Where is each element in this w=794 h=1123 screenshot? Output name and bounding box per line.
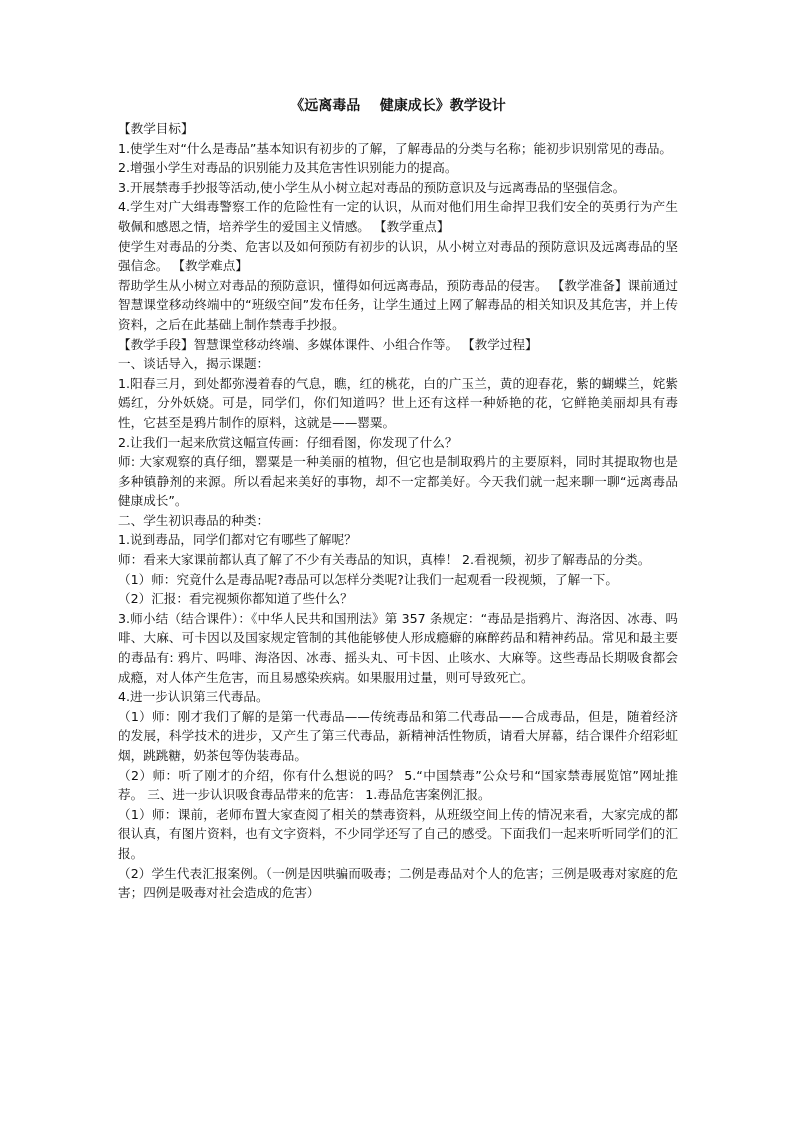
- objective-3: 3.开展禁毒手抄报等活动,使小学生从小树立起对毒品的预防意识及与远离毒品的坚强信念。: [118, 179, 626, 195]
- section-1-item-1: 1.阳春三月，到处都弥漫着春的气息，瞧，红的桃花，白的广玉兰，黄的迎春花，紫的蝴蝶兰，姹紫嫣红，分外妖娆。可是，同学们，你们知道吗？世上还有这样一种娇艳的花，它鲜艳美丽却具有毒性，它甚至是鸦片制作的原料，这就是——罂粟。: [118, 375, 678, 430]
- document-title: 《远离毒品 健康成长》教学设计: [290, 98, 506, 114]
- teacher-remark-1: 师: 大家观察的真仔细，罂粟是一种美丽的植物，但它也是制取鸦片的主要原料，同时其提取物也是多种镇静剂的来源。所以看起来美好的事物，却不一定都美好。今天我们就一起来聊一聊“远离毒品 健康成长”。: [118, 454, 678, 509]
- difficulties-and-preparation: 帮助学生从小树立对毒品的预防意识，懂得如何远离毒品，预防毒品的侵害。 【教学准备】课前通过智慧课堂移动终端中的“班级空间”发布任务，让学生通过上网了解毒品的相关知识及其危害，并上传资料，之后在此基础上制作禁毒手抄报。: [118, 277, 678, 332]
- section-2-item-4: 4.进一步认识第三代毒品。: [118, 689, 269, 705]
- section-heading-objectives: 【教学目标】: [118, 121, 194, 136]
- sub-item-video-2: （2）汇报：看完视频你都知道了些什么？: [118, 591, 353, 607]
- document-body: [118, 119, 678, 903]
- sub-item-cases-1: （1）师：课前，老师布置大家查阅了相关的禁毒资料，从班级空间上传的情况来看，大家完成的都很认真，有图片资料，也有文字资料，不少同学还写了自己的感受。下面我们一起来听听同学们的汇报。: [118, 806, 678, 861]
- objective-1: 1.使学生对“什么是毒品”基本知识有初步的了解，了解毒品的分类与名称；能初步识别常见的毒品。: [118, 140, 673, 156]
- sub-item-third-gen-1: （1）师：刚才我们了解的是第一代毒品——传统毒品和第二代毒品——合成毒品，但是，随着经济的发展，科学技术的进步，又产生了第三代毒品，新精神活性物质，请看大屏幕，结合课件介绍彩虹烟，跳跳糖，奶茶包等伪装毒品。: [118, 708, 678, 763]
- section-1-heading: 一、谈话导入，揭示课题：: [118, 356, 270, 372]
- teaching-means: 【教学手段】智慧课堂移动终端、多媒体课件、小组合作等。 【教学过程】: [118, 336, 538, 352]
- section-2-heading: 二、学生初识毒品的种类：: [118, 512, 270, 528]
- objective-2: 2.增强小学生对毒品的识别能力及其危害性识别能力的提高。: [118, 160, 458, 176]
- teacher-remark-2: 师：看来大家课前都认真了解了不少有关毒品的知识，真棒！ 2.看视频，初步了解毒品的分类。: [118, 552, 651, 568]
- document-page: [118, 96, 678, 903]
- objective-4: 4.学生对广大缉毒警察工作的危险性有一定的认识，从而对他们用生命捍卫我们安全的英勇行为产生敬佩和感恩之情，培养学生的爱国主义情感。 【教学重点】: [118, 199, 678, 234]
- sub-item-video-1: （1）师：究竟什么是毒品呢?毒品可以怎样分类呢?让我们一起观看一段视频，了解一下。: [118, 571, 618, 587]
- section-2-item-3: 3.师小结（结合课件）：《中华人民共和国刑法》第 357 条规定：“毒品是指鸦片、海洛因、冰毒、吗啡、大麻、可卡因以及国家规定管制的其他能够使人形成瘾癖的麻醉药品和精神药品。常见和最主要的毒品有: 鸦片、吗啡、海洛因、冰毒、摇头丸、可卡因、止咳水、大麻等。这些毒品长期吸食都会成瘾，对人体产生危害，而且易感染疾病。如果服用过量，则可导致死亡。: [118, 610, 678, 685]
- key-points: 使学生对毒品的分类、危害以及如何预防有初步的认识，从小树立对毒品的预防意识及远离毒品的坚强信念。 【教学难点】: [118, 238, 678, 274]
- section-1-item-2: 2.让我们一起来欣赏这幅宣传画：仔细看图，你发现了什么？: [118, 434, 458, 450]
- sub-item-third-gen-2: （2）师：听了刚才的介绍，你有什么想说的吗？ 5.“中国禁毒”公众号和“国家禁毒展览馆”网址推荐。 三、进一步认识吸食毒品带来的危害： 1.毒品危害案例汇报。: [118, 767, 678, 803]
- sub-item-cases-2: （2）学生代表汇报案例。（一例是因哄骗而吸毒；二例是毒品对个人的危害；三例是吸毒对家庭的危害；四例是吸毒对社会造成的危害）: [118, 865, 678, 901]
- section-2-item-1: 1.说到毒品，同学们都对它有哪些了解呢？: [118, 532, 357, 548]
